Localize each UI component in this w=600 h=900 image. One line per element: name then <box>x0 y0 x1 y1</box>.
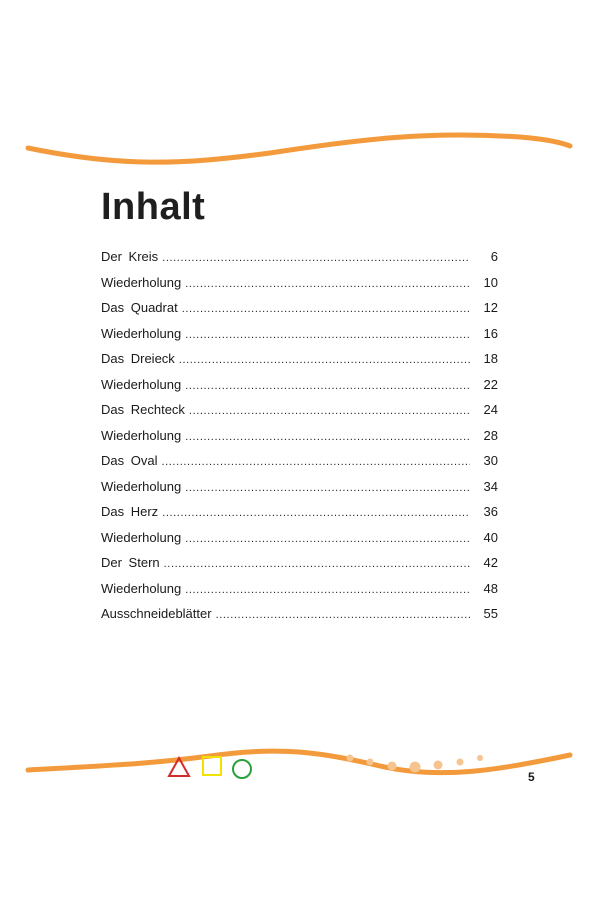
toc-entry-label: Wiederholung <box>101 427 182 443</box>
toc-entry-page: 55 <box>483 606 498 621</box>
table-of-contents <box>101 244 498 627</box>
toc-entry-page: 28 <box>483 427 498 443</box>
toc-entry-page: 48 <box>483 580 498 596</box>
toc-entry-label: Das Dreieck <box>101 351 175 366</box>
toc-entry <box>101 525 498 551</box>
toc-entry <box>101 474 498 500</box>
toc-entry-label: Wiederholung <box>101 580 182 596</box>
dot-decoration <box>410 762 421 773</box>
toc-entry-page: 34 <box>483 478 498 494</box>
toc-dot-leader <box>185 578 470 604</box>
toc-entry-label: Wiederholung <box>101 478 182 494</box>
toc-dot-leader <box>185 476 470 502</box>
dot-decoration <box>477 755 483 761</box>
toc-dot-leader <box>189 399 470 425</box>
dot-decoration <box>434 761 443 770</box>
toc-entry <box>101 397 498 423</box>
toc-entry-page: 16 <box>483 325 498 341</box>
toc-dot-leader <box>179 348 470 374</box>
toc-entry-label: Wiederholung <box>101 376 182 392</box>
toc-entry <box>101 244 498 270</box>
toc-entry <box>101 448 498 474</box>
toc-entry-page: 24 <box>483 402 498 417</box>
toc-dot-leader <box>162 501 470 527</box>
toc-entry-label: Das Herz <box>101 504 159 519</box>
toc-entry <box>101 346 498 372</box>
toc-dot-leader <box>164 552 470 578</box>
toc-entry <box>101 576 498 602</box>
toc-entry <box>101 372 498 398</box>
toc-entry-page: 30 <box>483 453 498 468</box>
dot-decoration <box>388 762 397 771</box>
page-title: Inhalt <box>101 186 206 228</box>
bottom-wave-decoration <box>0 740 600 790</box>
toc-dot-leader <box>185 374 470 400</box>
toc-entry <box>101 423 498 449</box>
toc-entry <box>101 321 498 347</box>
dot-decoration <box>367 759 374 766</box>
toc-entry-label: Das Rechteck <box>101 402 185 417</box>
toc-dot-leader <box>185 527 470 553</box>
toc-entry-label: Wiederholung <box>101 529 182 545</box>
toc-entry <box>101 601 498 627</box>
triangle-icon <box>167 756 191 778</box>
toc-entry-page: 42 <box>483 555 498 570</box>
toc-entry <box>101 550 498 576</box>
toc-entry-label: Der Stern <box>101 555 160 570</box>
toc-dot-leader <box>216 603 470 629</box>
toc-entry-label: Wiederholung <box>101 325 182 341</box>
toc-dot-leader <box>161 450 470 476</box>
toc-entry <box>101 499 498 525</box>
toc-entry-page: 36 <box>483 504 498 519</box>
toc-dot-leader <box>162 246 470 272</box>
square-icon <box>201 755 223 777</box>
toc-entry <box>101 295 498 321</box>
toc-entry-label: Ausschneideblätter <box>101 606 212 621</box>
circle-icon <box>230 757 254 781</box>
toc-entry <box>101 270 498 296</box>
toc-entry-page: 6 <box>490 249 498 264</box>
page-number: 5 <box>528 770 535 784</box>
toc-entry-label: Der Kreis <box>101 249 159 264</box>
toc-entry-page: 10 <box>483 274 498 290</box>
toc-dot-leader <box>185 425 470 451</box>
dot-decoration <box>347 755 354 762</box>
top-wave-decoration <box>0 125 600 175</box>
toc-entry-page: 18 <box>483 351 498 366</box>
toc-entry-label: Das Quadrat <box>101 300 178 315</box>
toc-entry-page: 12 <box>483 300 498 315</box>
toc-dot-leader <box>182 297 470 323</box>
toc-entry-page: 22 <box>483 376 498 392</box>
toc-dot-leader <box>185 323 470 349</box>
toc-entry-page: 40 <box>483 529 498 545</box>
toc-entry-label: Wiederholung <box>101 274 182 290</box>
toc-entry-label: Das Oval <box>101 453 158 468</box>
dot-decoration <box>457 759 464 766</box>
toc-dot-leader <box>185 272 470 298</box>
